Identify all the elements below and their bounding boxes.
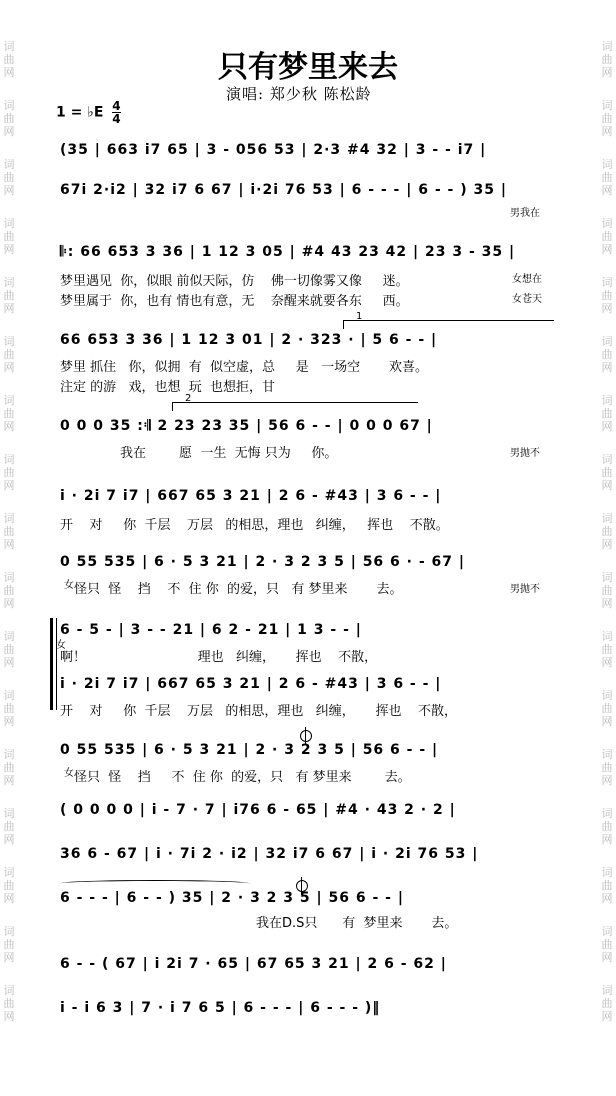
lyric-verse-2: 梦里属于 你，也有 情也有意，无 奈醒来就要各东 西。: [60, 294, 409, 309]
lyric-chorus-2: 怪只 怪 挡 不 住 你 的爱，只 有 梦里来 去。: [74, 582, 403, 597]
score-row-12: 36 6 - 67 | i · 7i 2 · i2 | 32 i7 6 67 | i · 2i 76 53 |: [60, 846, 479, 862]
score-row-7: 0 55 535 | 6 · 5 3 21 | 2 · 3 2 3 5 | 56 6 · - 67 |: [60, 554, 466, 570]
score-row-1: (35 | 663 i7 65 | 3 - 056 53 | 2·3 #4 32 | 3 - - i7 |: [60, 142, 487, 158]
score-row-5: 0 0 0 35 :𝄇 2 23 23 35 | 56 6 - - | 0 0 0 67 |: [60, 418, 433, 434]
part-marker-male-3: 男抛不: [510, 448, 540, 459]
watermark-sidebar-right: 词 曲 网 词 曲 网 词 曲 网 词 曲 网 词 曲 网 词 曲 网 词 曲 网 词 曲 网 词 曲 网 词 曲 网 词 曲 网 词 曲 网 词 曲 网 词 曲 网 词 曲 网 词 曲 网 词 曲 网: [601, 40, 613, 1023]
volta-bracket-2: 2: [172, 402, 418, 411]
system-brace: [50, 618, 53, 710]
lyric-chorus-5: 怪只 怪 挡 不 住 你 的爱，只 有 梦里来 去。: [74, 770, 411, 785]
watermark-sidebar-left: 词 曲 网 词 曲 网 词 曲 网 词 曲 网 词 曲 网 词 曲 网 词 曲 网 词 曲 网 词 曲 网 词 曲 网 词 曲 网 词 曲 网 词 曲 网 词 曲 网 词 曲 网 词 曲 网 词 曲 网: [3, 40, 15, 1023]
part-marker-female: 女想在: [512, 274, 542, 285]
part-marker-male: 男我在: [510, 208, 540, 219]
part-marker-female-2: 女苍天: [512, 294, 542, 305]
score-row-15: i - i 6 3 | 7 · i 7 6 5 | 6 - - - | 6 - - - )‖: [60, 1000, 381, 1016]
score-row-3: 𝄆: 66 653 3 36 | 1 12 3 05 | #4 43 23 42 | 23 3 - 35 |: [60, 244, 516, 260]
lyric-verse-5: 我在 愿 一生 无悔 只为 你。: [120, 446, 338, 461]
score-row-9: i · 2i 7 i7 | 667 65 3 21 | 2 6 - #43 | 3 6 - - |: [60, 676, 442, 692]
part-marker-female-5: 女: [64, 768, 74, 779]
meter-bottom: 4: [112, 112, 121, 126]
score-row-14: 6 - - ( 67 | i 2i 7 · 65 | 67 65 3 21 | 2 6 - 62 |: [60, 956, 447, 972]
tie-slur: [60, 880, 250, 887]
part-marker-male-4: 男抛不: [510, 584, 540, 595]
performers: 演唱: 郑少秋 陈松龄: [226, 85, 372, 103]
meter-top: 4: [112, 99, 121, 113]
system-brace-line: [56, 618, 57, 710]
key-label: 1 = ♭E: [56, 104, 104, 121]
score-row-13: 6 - - - | 6 - - ) 35 | 2 · 3 2 3 5 | 56 6 - - |: [60, 890, 404, 906]
lyric-verse-3: 梦里 抓住 你，似拥 有 似空虚，总 是 一场空 欢喜。: [60, 360, 429, 375]
lyric-ending: 我在D.S只 有 梦里来 去。: [256, 916, 458, 931]
lyric-chorus-4: 开 对 你 千层 万层 的相思，理也 纠缠， 挥也 不散，: [60, 704, 457, 719]
score-row-11: ( 0 0 0 0 | i - 7 · 7 | i76 6 - 65 | #4 · 43 2 · 2 |: [60, 802, 456, 818]
score-row-6: i · 2i 7 i7 | 667 65 3 21 | 2 6 - #43 | 3 6 - - |: [60, 488, 442, 504]
song-title: 只有梦里来去: [218, 50, 398, 85]
score-row-4: 66 653 3 36 | 1 12 3 01 | 2 · 323 · | 5 6 - - |: [60, 332, 438, 348]
key-signature: [56, 100, 121, 125]
lyric-verse-1: 梦里遇见 你，似眼 前似天际，仿 佛一切像雾又像 迷。: [60, 274, 409, 289]
lyric-chorus-3: 啊！ 理也 纠缠， 挥也 不散，: [60, 650, 378, 665]
score-row-2: 67i 2·i2 | 32 i7 6 67 | i·2i 76 53 | 6 - - - | 6 - - ) 35 |: [60, 182, 507, 198]
part-marker-female-3: 女: [64, 580, 74, 591]
lyric-verse-4: 注定 的游 戏，也想 玩 也想拒，甘: [60, 380, 276, 395]
part-marker-female-4: 女: [56, 640, 66, 651]
lyric-chorus-1: 开 对 你 千层 万层 的相思，理也 纠缠， 挥也 不散。: [60, 518, 449, 533]
coda-sign-1: [300, 730, 312, 742]
time-signature: [112, 100, 120, 125]
volta-bracket-1: 1: [343, 320, 554, 329]
score-row-8: 6 - 5 - | 3 - - 21 | 6 2 - 21 | 1 3 - - |: [60, 622, 362, 638]
score-row-10: 0 55 535 | 6 · 5 3 21 | 2 · 3 2 3 5 | 56 6 - - |: [60, 742, 439, 758]
